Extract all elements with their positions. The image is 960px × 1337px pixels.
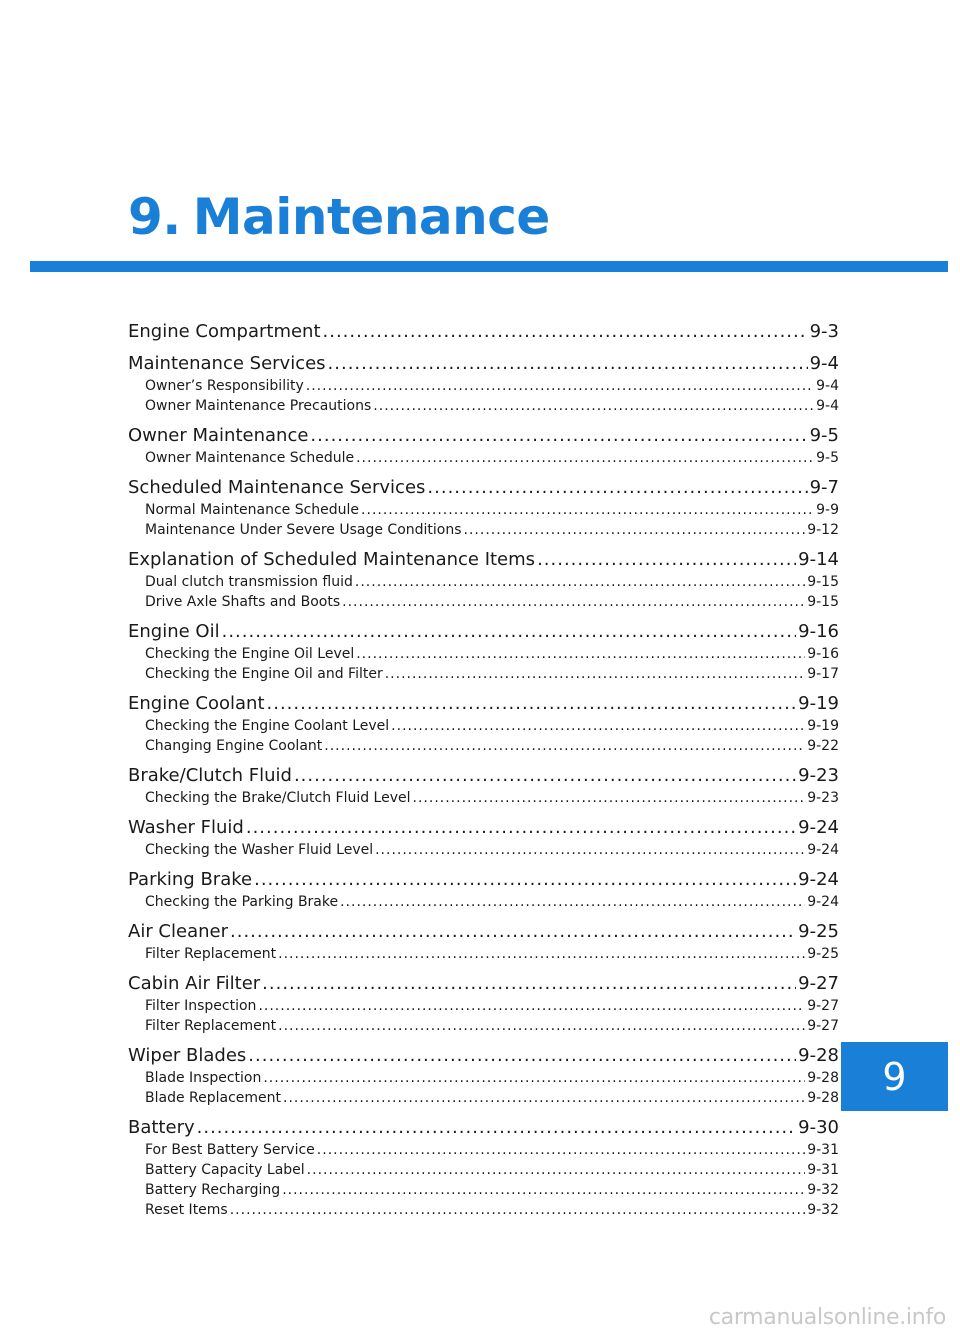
toc-heading-title: Cabin Air Filter (128, 973, 261, 994)
toc-section (128, 764, 839, 808)
toc-subitem-page: 9-24 (807, 894, 839, 910)
toc-subitem[interactable] (128, 664, 839, 684)
toc-heading-title: Engine Coolant (128, 693, 265, 714)
toc-section (128, 620, 839, 684)
toc-subitem-title: Filter Inspection (145, 998, 257, 1014)
toc-heading-title: Wiper Blades (128, 1045, 247, 1066)
toc-subitem[interactable] (128, 788, 839, 808)
toc-subitem[interactable] (128, 892, 839, 912)
toc-subitem[interactable] (128, 1140, 839, 1160)
toc-heading[interactable] (128, 972, 839, 996)
dot-leader (278, 944, 805, 964)
toc-subitem[interactable] (128, 996, 839, 1016)
toc-subitem-title: Maintenance Under Severe Usage Conditions (145, 522, 462, 538)
toc-heading[interactable] (128, 620, 839, 644)
toc-subitem-page: 9-25 (807, 946, 839, 962)
toc-subitem-title: Checking the Engine Coolant Level (145, 718, 390, 734)
dot-leader (230, 920, 796, 944)
toc-subitem-title: Checking the Engine Oil and Filter (145, 666, 383, 682)
dot-leader (340, 892, 805, 912)
toc-heading-page: 9-23 (798, 765, 839, 786)
toc-heading-page: 9-30 (798, 1117, 839, 1138)
toc-heading-page: 9-14 (798, 549, 839, 570)
dot-leader (361, 500, 814, 520)
toc-subitem-page: 9-31 (807, 1142, 839, 1158)
toc-subitem[interactable] (128, 1016, 839, 1036)
toc-subitem-title: Blade Replacement (145, 1090, 282, 1106)
toc-heading-title: Maintenance Services (128, 353, 326, 374)
toc-subitem-title: Reset Items (145, 1202, 228, 1218)
dot-leader (310, 424, 807, 448)
toc-subitem[interactable] (128, 840, 839, 860)
toc-subitem-page: 9-16 (807, 646, 839, 662)
dot-leader (282, 1180, 805, 1200)
dot-leader (267, 692, 797, 716)
toc-heading-page: 9-5 (809, 425, 839, 446)
dot-leader (248, 1044, 796, 1068)
toc-subitem-page: 9-5 (816, 450, 839, 466)
toc-subitem-page: 9-32 (807, 1202, 839, 1218)
toc-subitem[interactable] (128, 376, 839, 396)
chapter-name: Maintenance (192, 188, 550, 246)
toc-subitem-page: 9-19 (807, 718, 839, 734)
title-underline-bar (30, 261, 948, 272)
toc-heading-page: 9-19 (798, 693, 839, 714)
toc-section (128, 972, 839, 1036)
toc-subitem-title: Drive Axle Shafts and Boots (145, 594, 341, 610)
toc-section (128, 352, 839, 416)
toc-heading-title: Explanation of Scheduled Maintenance Items (128, 549, 536, 570)
toc-subitem-title: Filter Replacement (145, 946, 277, 962)
chapter-title (128, 188, 550, 246)
toc-subitem-title: For Best Battery Service (145, 1142, 315, 1158)
dot-leader (375, 840, 805, 860)
toc-heading[interactable] (128, 764, 839, 788)
dot-leader (323, 320, 808, 344)
dot-leader (197, 1116, 797, 1140)
toc-heading-title: Engine Oil (128, 621, 220, 642)
toc-subitem[interactable] (128, 396, 839, 416)
dot-leader (278, 1016, 805, 1036)
chapter-number: 9. (128, 188, 181, 246)
toc-heading-page: 9-7 (809, 477, 839, 498)
toc-subitem-page: 9-27 (807, 1018, 839, 1034)
toc-subitem-title: Checking the Engine Oil Level (145, 646, 355, 662)
toc-subitem[interactable] (128, 572, 839, 592)
dot-leader (263, 1068, 805, 1088)
toc-subitem-title: Changing Engine Coolant (145, 738, 323, 754)
toc-subitem-page: 9-15 (807, 574, 839, 590)
dot-leader (537, 548, 796, 572)
toc-subitem-page: 9-22 (807, 738, 839, 754)
toc-heading-page: 9-25 (798, 921, 839, 942)
dot-leader (356, 448, 814, 468)
toc-subitem-title: Checking the Parking Brake (145, 894, 339, 910)
toc-heading-title: Washer Fluid (128, 817, 244, 838)
toc-subitem[interactable] (128, 1160, 839, 1180)
toc-heading-page: 9-27 (798, 973, 839, 994)
dot-leader (342, 592, 805, 612)
toc-heading-page: 9-3 (809, 321, 839, 342)
toc-subitem-title: Owner Maintenance Precautions (145, 398, 372, 414)
chapter-tab-label: 9 (882, 1054, 907, 1099)
toc-subitem[interactable] (128, 716, 839, 736)
toc-subitem-page: 9-12 (807, 522, 839, 538)
toc-section (128, 548, 839, 612)
dot-leader (317, 1140, 805, 1160)
dot-leader (356, 644, 805, 664)
toc-subitem-page: 9-4 (816, 398, 839, 414)
toc-subitem-title: Battery Recharging (145, 1182, 281, 1198)
toc-heading[interactable] (128, 816, 839, 840)
toc-heading[interactable] (128, 548, 839, 572)
toc-subitem[interactable] (128, 736, 839, 756)
toc-section (128, 1116, 839, 1220)
toc-subitem[interactable] (128, 1180, 839, 1200)
toc-heading[interactable] (128, 320, 839, 344)
toc-subitem-page: 9-28 (807, 1070, 839, 1086)
chapter-tab[interactable] (841, 1042, 948, 1111)
toc-heading-page: 9-16 (798, 621, 839, 642)
toc-section (128, 816, 839, 860)
toc-heading[interactable] (128, 920, 839, 944)
toc-subitem[interactable] (128, 448, 839, 468)
toc-heading[interactable] (128, 352, 839, 376)
toc-heading-title: Air Cleaner (128, 921, 228, 942)
toc-subitem-title: Normal Maintenance Schedule (145, 502, 360, 518)
toc-heading[interactable] (128, 1044, 839, 1068)
toc-subitem-page: 9-27 (807, 998, 839, 1014)
dot-leader (391, 716, 805, 736)
dot-leader (324, 736, 805, 756)
dot-leader (246, 816, 796, 840)
toc-subitem-page: 9-24 (807, 842, 839, 858)
toc-subitem-title: Owner Maintenance Schedule (145, 450, 355, 466)
toc-subitem[interactable] (128, 644, 839, 664)
toc-subitem[interactable] (128, 520, 839, 540)
toc-section (128, 424, 839, 468)
dot-leader (413, 788, 806, 808)
toc-subitem-page: 9-32 (807, 1182, 839, 1198)
toc-heading[interactable] (128, 692, 839, 716)
toc-subitem[interactable] (128, 500, 839, 520)
toc-subitem-title: Owner’s Responsibility (145, 378, 304, 394)
dot-leader (262, 972, 796, 996)
toc-subitem-title: Checking the Washer Fluid Level (145, 842, 374, 858)
toc-subitem-title: Checking the Brake/Clutch Fluid Level (145, 790, 411, 806)
toc-section (128, 920, 839, 964)
toc-heading-title: Brake/Clutch Fluid (128, 765, 292, 786)
toc-subitem-page: 9-4 (816, 378, 839, 394)
toc-section (128, 476, 839, 540)
dot-leader (294, 764, 796, 788)
toc-subitem-title: Battery Capacity Label (145, 1162, 305, 1178)
toc-heading[interactable] (128, 1116, 839, 1140)
toc-section (128, 692, 839, 756)
toc-heading-page: 9-24 (798, 869, 839, 890)
toc-subitem-page: 9-23 (807, 790, 839, 806)
dot-leader (254, 868, 796, 892)
toc-subitem-title: Filter Replacement (145, 1018, 277, 1034)
dot-leader (258, 996, 805, 1016)
toc-subitem-page: 9-9 (816, 502, 839, 518)
toc-subitem[interactable] (128, 592, 839, 612)
toc-subitem-page: 9-28 (807, 1090, 839, 1106)
toc-section (128, 868, 839, 912)
toc-subitem[interactable] (128, 1068, 839, 1088)
dot-leader (385, 664, 805, 684)
toc-subitem[interactable] (128, 1088, 839, 1108)
dot-leader (307, 1160, 806, 1180)
toc-section (128, 1044, 839, 1108)
toc-heading-title: Battery (128, 1117, 195, 1138)
toc-heading[interactable] (128, 868, 839, 892)
watermark: carmanualsonline.info (708, 1305, 946, 1330)
toc-heading-title: Owner Maintenance (128, 425, 309, 446)
dot-leader (306, 376, 814, 396)
toc-heading-page: 9-4 (809, 353, 839, 374)
toc-subitem-page: 9-15 (807, 594, 839, 610)
toc-subitem-title: Dual clutch transmission fluid (145, 574, 353, 590)
dot-leader (427, 476, 807, 500)
table-of-contents (128, 320, 839, 1228)
toc-subitem-page: 9-17 (807, 666, 839, 682)
dot-leader (230, 1200, 805, 1220)
dot-leader (373, 396, 814, 416)
toc-heading[interactable] (128, 476, 839, 500)
dot-leader (283, 1088, 805, 1108)
toc-heading-page: 9-24 (798, 817, 839, 838)
toc-heading-page: 9-28 (798, 1045, 839, 1066)
dot-leader (355, 572, 805, 592)
toc-section (128, 320, 839, 344)
toc-heading[interactable] (128, 424, 839, 448)
toc-heading-title: Scheduled Maintenance Services (128, 477, 426, 498)
toc-heading-title: Parking Brake (128, 869, 253, 890)
dot-leader (222, 620, 797, 644)
toc-subitem[interactable] (128, 1200, 839, 1220)
dot-leader (464, 520, 806, 540)
toc-subitem-title: Blade Inspection (145, 1070, 262, 1086)
toc-subitem[interactable] (128, 944, 839, 964)
toc-subitem-page: 9-31 (807, 1162, 839, 1178)
toc-heading-title: Engine Compartment (128, 321, 321, 342)
dot-leader (328, 352, 808, 376)
